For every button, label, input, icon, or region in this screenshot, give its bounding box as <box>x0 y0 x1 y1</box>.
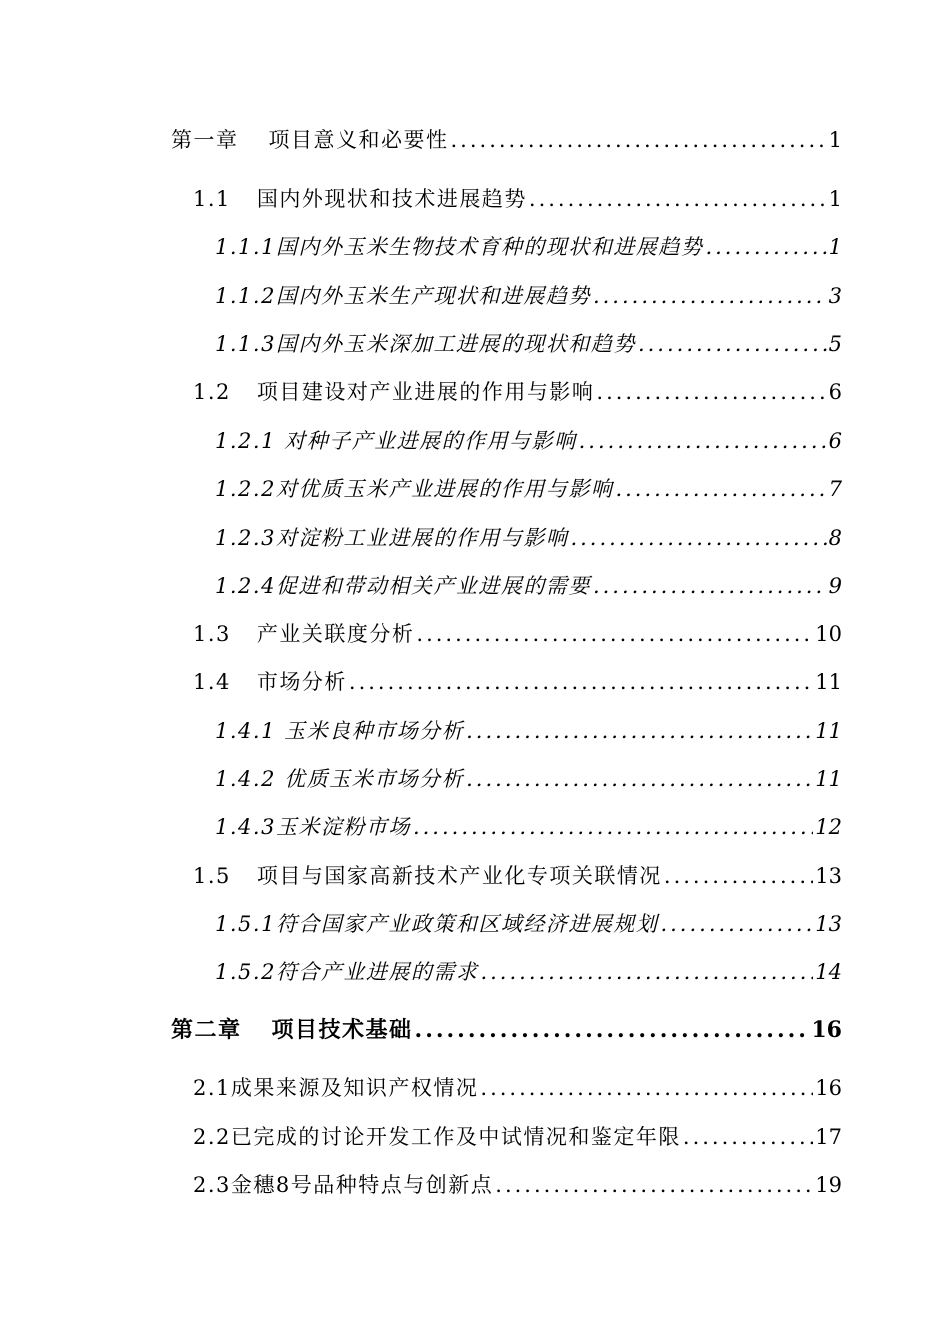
toc-entry-page: 6 <box>828 429 842 453</box>
dot-leader <box>415 1017 810 1043</box>
dot-leader <box>593 284 827 308</box>
dot-leader <box>596 380 826 404</box>
toc-entry-1-5-2[interactable] <box>215 956 842 986</box>
toc-entry-title: 金穗8号品种特点与创新点 <box>230 1173 494 1197</box>
toc-entry-1-2-1[interactable] <box>215 425 842 455</box>
toc-entry-page: 12 <box>815 815 842 839</box>
dot-leader <box>683 1125 813 1149</box>
toc-entry-title: 对淀粉工业进展的作用与影响 <box>275 526 569 550</box>
toc-entry-1-3[interactable] <box>193 618 842 648</box>
toc-entry-page: 3 <box>828 284 842 308</box>
toc-entry-1-1-2[interactable] <box>215 280 842 310</box>
dot-leader <box>349 670 813 694</box>
dot-leader <box>705 235 826 259</box>
toc-entry-number: 1.1.3 <box>215 332 276 356</box>
toc-entry-page: 11 <box>815 767 842 791</box>
dot-leader <box>451 128 827 152</box>
toc-entry-1-5-1[interactable] <box>215 908 842 938</box>
dot-leader <box>416 622 813 646</box>
toc-entry-1-4[interactable] <box>193 666 842 696</box>
toc-entry-page: 11 <box>815 719 842 743</box>
toc-entry-chapter-1[interactable] <box>171 124 842 154</box>
dot-leader <box>593 574 827 598</box>
toc-entry-title: 优质玉米市场分析 <box>275 767 465 791</box>
toc-entry-page: 8 <box>828 526 842 550</box>
toc-entry-number: 1.2 <box>193 380 231 404</box>
toc-entry-number: 1.4.2 <box>215 767 276 791</box>
dot-leader <box>579 429 827 453</box>
toc-entry-title: 符合国家产业政策和区域经济进展规划 <box>275 912 659 936</box>
toc-entry-title: 对优质玉米产业进展的作用与影响 <box>275 477 614 501</box>
toc-entry-number: 2.1 <box>193 1076 231 1100</box>
dot-leader <box>660 912 813 936</box>
toc-entry-number: 1.2.2 <box>215 477 276 501</box>
toc-entry-title: 国内外玉米生物技术育种的现状和进展趋势 <box>275 235 704 259</box>
toc-entry-page: 19 <box>815 1173 842 1197</box>
toc-entry-title: 项目意义和必要性 <box>268 128 449 152</box>
toc-entry-number: 1.2.1 <box>215 429 276 453</box>
toc-entry-page: 9 <box>828 574 842 598</box>
toc-entry-page: 17 <box>815 1125 842 1149</box>
toc-entry-title: 国内外玉米深加工进展的现状和趋势 <box>275 332 636 356</box>
toc-entry-1-1-3[interactable] <box>215 328 842 358</box>
toc-entry-page: 1 <box>828 128 842 152</box>
toc-entry-number: 1.5 <box>193 864 231 888</box>
toc-entry-number: 1.3 <box>193 622 231 646</box>
toc-entry-chapter-2[interactable] <box>171 1013 842 1044</box>
toc-entry-title: 已完成的讨论开发工作及中试情况和鉴定年限 <box>230 1125 681 1149</box>
toc-entry-2-1[interactable] <box>193 1072 842 1102</box>
toc-entry-number: 2.2 <box>193 1125 231 1149</box>
toc-entry-page: 14 <box>815 960 842 984</box>
toc-entry-1-4-2[interactable] <box>215 763 842 793</box>
dot-leader <box>480 1076 813 1100</box>
toc-entry-1-2[interactable] <box>193 376 842 406</box>
toc-entry-title: 国内外现状和技术进展趋势 <box>256 187 527 211</box>
toc-entry-number: 1.2.4 <box>215 574 276 598</box>
dot-leader <box>570 526 826 550</box>
toc-entry-number: 1.1.1 <box>215 235 276 259</box>
toc-entry-number: 1.5.1 <box>215 912 276 936</box>
dot-leader <box>480 960 813 984</box>
toc-entry-title: 成果来源及知识产权情况 <box>230 1076 479 1100</box>
toc-entry-number: 1.4.1 <box>215 719 276 743</box>
toc-entry-1-2-3[interactable] <box>215 522 842 552</box>
toc-entry-title: 促进和带动相关产业进展的需要 <box>275 574 591 598</box>
dot-leader <box>615 477 826 501</box>
dot-leader <box>413 815 813 839</box>
toc-entry-number: 1.1.2 <box>215 284 276 308</box>
toc-entry-number: 2.3 <box>193 1173 231 1197</box>
toc-entry-title: 产业关联度分析 <box>256 622 415 646</box>
toc-entry-title: 项目建设对产业进展的作用与影响 <box>256 380 595 404</box>
toc-entry-number: 1.4 <box>193 670 231 694</box>
dot-leader <box>466 719 813 743</box>
dot-leader <box>529 187 827 211</box>
toc-entry-page: 7 <box>828 477 842 501</box>
toc-entry-1-4-1[interactable] <box>215 715 842 745</box>
toc-entry-title: 项目与国家高新技术产业化专项关联情况 <box>256 864 662 888</box>
toc-entry-page: 10 <box>815 622 842 646</box>
toc-entry-title: 对种子产业进展的作用与影响 <box>275 429 577 453</box>
toc-entry-title: 国内外玉米生产现状和进展趋势 <box>275 284 591 308</box>
toc-entry-title: 项目技术基础 <box>271 1017 413 1043</box>
dot-leader <box>664 864 813 888</box>
toc-entry-1-1-1[interactable] <box>215 231 842 261</box>
toc-entry-number: 1.4.3 <box>215 815 276 839</box>
toc-entry-title: 玉米淀粉市场 <box>275 815 411 839</box>
toc-entry-page: 13 <box>815 864 842 888</box>
toc-entry-number: 1.5.2 <box>215 960 276 984</box>
toc-entry-page: 11 <box>815 670 842 694</box>
toc-entry-1-4-3[interactable] <box>215 811 842 841</box>
toc-entry-1-2-2[interactable] <box>215 473 842 503</box>
toc-entry-page: 16 <box>811 1017 842 1043</box>
toc-entry-title: 符合产业进展的需求 <box>275 960 479 984</box>
dot-leader <box>466 767 813 791</box>
dot-leader <box>638 332 827 356</box>
toc-entry-page: 1 <box>828 235 842 259</box>
toc-entry-page: 13 <box>815 912 842 936</box>
toc-entry-page: 6 <box>828 380 842 404</box>
toc-entry-number: 1.1 <box>193 187 231 211</box>
toc-entry-1-2-4[interactable] <box>215 570 842 600</box>
toc-entry-1-5[interactable] <box>193 860 842 890</box>
toc-entry-2-2[interactable] <box>193 1121 842 1151</box>
toc-entry-number: 第一章 <box>171 128 239 152</box>
toc-entry-2-3[interactable] <box>193 1169 842 1199</box>
toc-entry-page: 1 <box>828 187 842 211</box>
toc-entry-title: 市场分析 <box>256 670 347 694</box>
toc-entry-number: 1.2.3 <box>215 526 276 550</box>
toc-entry-title: 玉米良种市场分析 <box>275 719 465 743</box>
toc-entry-page: 16 <box>815 1076 842 1100</box>
toc-entry-page: 5 <box>828 332 842 356</box>
toc-entry-1-1[interactable] <box>193 183 842 213</box>
dot-leader <box>495 1173 813 1197</box>
toc-entry-number: 第二章 <box>171 1017 242 1043</box>
